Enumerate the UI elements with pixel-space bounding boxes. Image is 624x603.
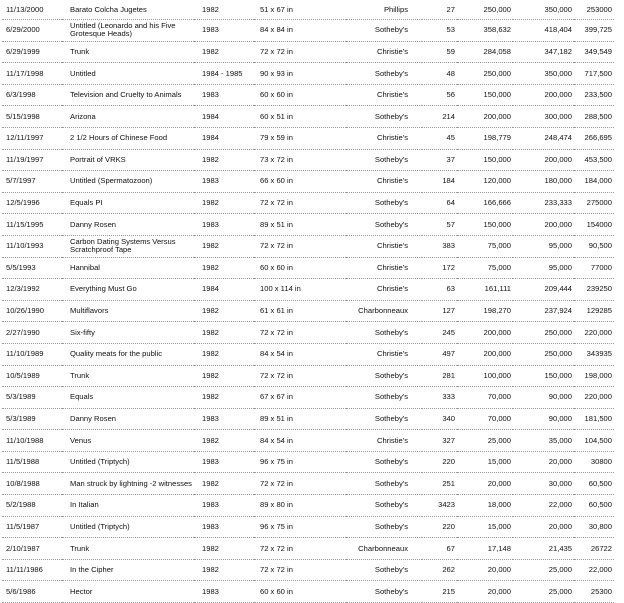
lot-number-cell: 64 [422,192,457,214]
table-row [2,84,614,106]
artwork-year-cell: 1982 [194,149,254,171]
artwork-title-cell: Man struck by lightning -2 witnesses [62,473,194,495]
artwork-year-cell: 1982 [194,559,254,581]
sale-date-cell: 11/17/1998 [2,63,62,85]
table-row [2,20,614,42]
sale-price-cell: 30800 [574,451,614,473]
lot-number-cell: 281 [422,365,457,387]
auction-house-cell: Sotheby's [346,106,422,128]
high-estimate-cell: 300,000 [513,106,574,128]
sale-price-cell: 25300 [574,581,614,603]
low-estimate-cell: 200,000 [457,106,513,128]
sale-price-cell: 154000 [574,214,614,236]
lot-number-cell: 327 [422,430,457,452]
artwork-year-cell: 1982 [194,257,254,279]
low-estimate-cell: 161,111 [457,279,513,301]
high-estimate-cell: 95,000 [513,235,574,257]
sale-date-cell: 11/5/1988 [2,451,62,473]
artwork-year-cell: 1983 [194,516,254,538]
sale-date-cell: 10/5/1989 [2,365,62,387]
sale-date-cell: 6/29/1999 [2,41,62,63]
table-row [2,559,614,581]
sale-date-cell: 11/10/1988 [2,430,62,452]
high-estimate-cell: 418,404 [513,20,574,42]
artwork-title-cell: Portrait of VRKS [62,149,194,171]
artwork-size-cell: 100 x 114 in [254,279,346,301]
artwork-year-cell: 1982 [194,387,254,409]
high-estimate-cell: 35,000 [513,430,574,452]
table-row [2,192,614,214]
artwork-size-cell: 89 x 51 in [254,408,346,430]
artwork-size-cell: 66 x 60 in [254,171,346,193]
artwork-title-cell: Trunk [62,365,194,387]
low-estimate-cell: 198,779 [457,127,513,149]
table-row [2,451,614,473]
artwork-title-cell: In the Cipher [62,559,194,581]
artwork-size-cell: 72 x 72 in [254,559,346,581]
low-estimate-cell: 20,000 [457,581,513,603]
low-estimate-cell: 200,000 [457,343,513,365]
artwork-title-cell: Barato Colcha Jugetes [62,0,194,20]
high-estimate-cell: 20,000 [513,451,574,473]
auction-house-cell: Sotheby's [346,408,422,430]
low-estimate-cell: 70,000 [457,408,513,430]
sale-price-cell: 233,500 [574,84,614,106]
sale-date-cell: 10/8/1988 [2,473,62,495]
sale-date-cell: 11/10/1989 [2,343,62,365]
artwork-size-cell: 79 x 59 in [254,127,346,149]
lot-number-cell: 172 [422,257,457,279]
low-estimate-cell: 25,000 [457,430,513,452]
high-estimate-cell: 150,000 [513,365,574,387]
sale-date-cell: 5/15/1998 [2,106,62,128]
lot-number-cell: 59 [422,41,457,63]
auction-house-cell: Sotheby's [346,214,422,236]
table-row [2,581,614,603]
sale-price-cell: 90,500 [574,235,614,257]
artwork-title-cell: In Italian [62,495,194,517]
table-row [2,387,614,409]
sale-price-cell: 184,000 [574,171,614,193]
auction-house-cell: Sotheby's [346,322,422,344]
artwork-size-cell: 60 x 51 in [254,106,346,128]
high-estimate-cell: 248,474 [513,127,574,149]
artwork-title-cell: Equals PI [62,192,194,214]
high-estimate-cell: 25,000 [513,559,574,581]
artwork-year-cell: 1982 [194,473,254,495]
low-estimate-cell: 18,000 [457,495,513,517]
auction-house-cell: Christie's [346,343,422,365]
artwork-title-cell: Six-fifty [62,322,194,344]
artwork-size-cell: 72 x 72 in [254,235,346,257]
artwork-title-cell: Trunk [62,41,194,63]
artwork-title-cell: Multiflavors [62,300,194,322]
table-row [2,343,614,365]
artwork-title-cell: Untitled (Triptych) [62,516,194,538]
artwork-size-cell: 72 x 72 in [254,41,346,63]
artwork-title-cell: Trunk [62,538,194,560]
high-estimate-cell: 90,000 [513,387,574,409]
lot-number-cell: 48 [422,63,457,85]
low-estimate-cell: 358,632 [457,20,513,42]
artwork-size-cell: 90 x 93 in [254,63,346,85]
artwork-year-cell: 1983 [194,84,254,106]
sale-date-cell: 5/5/1993 [2,257,62,279]
sale-date-cell: 11/5/1987 [2,516,62,538]
low-estimate-cell: 70,000 [457,387,513,409]
sale-price-cell: 453,500 [574,149,614,171]
artwork-size-cell: 67 x 67 in [254,387,346,409]
lot-number-cell: 220 [422,451,457,473]
lot-number-cell: 56 [422,84,457,106]
artwork-year-cell: 1982 [194,322,254,344]
sale-date-cell: 11/10/1993 [2,235,62,257]
auction-house-cell: Christie's [346,171,422,193]
high-estimate-cell: 180,000 [513,171,574,193]
artwork-year-cell: 1983 [194,214,254,236]
lot-number-cell: 262 [422,559,457,581]
sale-date-cell: 11/11/1986 [2,559,62,581]
auction-house-cell: Christie's [346,41,422,63]
artwork-title-cell: 2 1/2 Hours of Chinese Food [62,127,194,149]
sale-price-cell: 343935 [574,343,614,365]
sale-date-cell: 12/5/1996 [2,192,62,214]
low-estimate-cell: 150,000 [457,84,513,106]
artwork-title-cell: Untitled [62,63,194,85]
sale-price-cell: 26722 [574,538,614,560]
artwork-title-cell: Venus [62,430,194,452]
artwork-year-cell: 1982 [194,235,254,257]
sale-date-cell: 11/15/1995 [2,214,62,236]
low-estimate-cell: 284,058 [457,41,513,63]
auction-house-cell: Christie's [346,84,422,106]
low-estimate-cell: 75,000 [457,257,513,279]
artwork-size-cell: 72 x 72 in [254,538,346,560]
high-estimate-cell: 200,000 [513,214,574,236]
lot-number-cell: 63 [422,279,457,301]
lot-number-cell: 383 [422,235,457,257]
lot-number-cell: 215 [422,581,457,603]
low-estimate-cell: 20,000 [457,559,513,581]
high-estimate-cell: 22,000 [513,495,574,517]
artwork-title-cell: Hector [62,581,194,603]
high-estimate-cell: 95,000 [513,257,574,279]
high-estimate-cell: 209,444 [513,279,574,301]
lot-number-cell: 251 [422,473,457,495]
artwork-year-cell: 1982 [194,430,254,452]
high-estimate-cell: 25,000 [513,581,574,603]
sale-price-cell: 399,725 [574,20,614,42]
sale-date-cell: 2/10/1987 [2,538,62,560]
low-estimate-cell: 15,000 [457,516,513,538]
lot-number-cell: 57 [422,214,457,236]
lot-number-cell: 67 [422,538,457,560]
auction-house-cell: Charbonneaux [346,538,422,560]
artwork-year-cell: 1982 [194,0,254,20]
lot-number-cell: 45 [422,127,457,149]
lot-number-cell: 127 [422,300,457,322]
sale-price-cell: 129285 [574,300,614,322]
lot-number-cell: 3423 [422,495,457,517]
high-estimate-cell: 21,435 [513,538,574,560]
auction-house-cell: Sotheby's [346,20,422,42]
sale-price-cell: 288,500 [574,106,614,128]
auction-house-cell: Sotheby's [346,473,422,495]
artwork-year-cell: 1983 [194,495,254,517]
high-estimate-cell: 30,000 [513,473,574,495]
sale-price-cell: 22,000 [574,559,614,581]
auction-house-cell: Sotheby's [346,516,422,538]
high-estimate-cell: 200,000 [513,84,574,106]
high-estimate-cell: 250,000 [513,343,574,365]
sale-date-cell: 5/3/1989 [2,387,62,409]
artwork-size-cell: 72 x 72 in [254,365,346,387]
low-estimate-cell: 20,000 [457,473,513,495]
table-row [2,538,614,560]
sale-price-cell: 60,500 [574,473,614,495]
low-estimate-cell: 250,000 [457,0,513,20]
artwork-title-cell: Television and Cruelty to Animals [62,84,194,106]
sale-date-cell: 6/29/2000 [2,20,62,42]
sale-date-cell: 5/6/1986 [2,581,62,603]
sale-date-cell: 12/3/1992 [2,279,62,301]
sale-date-cell: 11/13/2000 [2,0,62,20]
sale-price-cell: 220,000 [574,387,614,409]
high-estimate-cell: 350,000 [513,0,574,20]
artwork-title-cell: Untitled (Leonardo and his Five Grotesque Heads) [62,20,194,42]
table-row [2,473,614,495]
sale-price-cell: 717,500 [574,63,614,85]
artwork-size-cell: 73 x 72 in [254,149,346,171]
high-estimate-cell: 90,000 [513,408,574,430]
artwork-size-cell: 84 x 54 in [254,343,346,365]
artwork-year-cell: 1982 [194,41,254,63]
high-estimate-cell: 250,000 [513,322,574,344]
artwork-size-cell: 72 x 72 in [254,192,346,214]
lot-number-cell: 27 [422,0,457,20]
sale-price-cell: 253000 [574,0,614,20]
artwork-size-cell: 96 x 75 in [254,451,346,473]
auction-house-cell: Christie's [346,430,422,452]
artwork-size-cell: 89 x 80 in [254,495,346,517]
auction-house-cell: Christie's [346,235,422,257]
auction-house-cell: Christie's [346,127,422,149]
artwork-size-cell: 84 x 84 in [254,20,346,42]
sale-price-cell: 266,695 [574,127,614,149]
lot-number-cell: 37 [422,149,457,171]
high-estimate-cell: 347,182 [513,41,574,63]
artwork-title-cell: Equals [62,387,194,409]
auction-house-cell: Christie's [346,279,422,301]
lot-number-cell: 497 [422,343,457,365]
artwork-title-cell: Hannibal [62,257,194,279]
sale-price-cell: 349,549 [574,41,614,63]
artwork-size-cell: 60 x 60 in [254,257,346,279]
artwork-size-cell: 89 x 51 in [254,214,346,236]
artwork-size-cell: 60 x 60 in [254,84,346,106]
lot-number-cell: 340 [422,408,457,430]
sale-price-cell: 181,500 [574,408,614,430]
low-estimate-cell: 166,666 [457,192,513,214]
sale-date-cell: 10/26/1990 [2,300,62,322]
lot-number-cell: 245 [422,322,457,344]
sale-price-cell: 30,800 [574,516,614,538]
table-row [2,495,614,517]
auction-house-cell: Christie's [346,257,422,279]
auction-sales-table [2,0,614,603]
sale-price-cell: 275000 [574,192,614,214]
artwork-title-cell: Everything Must Go [62,279,194,301]
artwork-title-cell: Danny Rosen [62,214,194,236]
artwork-title-cell: Arizona [62,106,194,128]
table-row [2,430,614,452]
table-row [2,235,614,257]
artwork-size-cell: 72 x 72 in [254,473,346,495]
auction-house-cell: Sotheby's [346,365,422,387]
artwork-size-cell: 96 x 75 in [254,516,346,538]
artwork-title-cell: Quality meats for the public [62,343,194,365]
artwork-size-cell: 60 x 60 in [254,581,346,603]
sale-price-cell: 77000 [574,257,614,279]
high-estimate-cell: 237,924 [513,300,574,322]
sale-date-cell: 5/7/1997 [2,171,62,193]
low-estimate-cell: 250,000 [457,63,513,85]
auction-house-cell: Sotheby's [346,451,422,473]
artwork-year-cell: 1982 [194,300,254,322]
artwork-year-cell: 1982 [194,365,254,387]
table-row [2,408,614,430]
lot-number-cell: 220 [422,516,457,538]
sale-date-cell: 12/11/1997 [2,127,62,149]
artwork-size-cell: 84 x 54 in [254,430,346,452]
table-row [2,322,614,344]
artwork-year-cell: 1983 [194,20,254,42]
table-row [2,171,614,193]
high-estimate-cell: 233,333 [513,192,574,214]
low-estimate-cell: 15,000 [457,451,513,473]
lot-number-cell: 333 [422,387,457,409]
sale-price-cell: 239250 [574,279,614,301]
auction-house-cell: Sotheby's [346,495,422,517]
sale-price-cell: 104,500 [574,430,614,452]
artwork-year-cell: 1982 [194,538,254,560]
auction-house-cell: Sotheby's [346,63,422,85]
artwork-title-cell: Danny Rosen [62,408,194,430]
artwork-year-cell: 1983 [194,581,254,603]
lot-number-cell: 53 [422,20,457,42]
artwork-year-cell: 1982 [194,192,254,214]
artwork-year-cell: 1983 [194,171,254,193]
table-row [2,106,614,128]
artwork-size-cell: 61 x 61 in [254,300,346,322]
auction-house-cell: Sotheby's [346,192,422,214]
auction-house-cell: Phillips [346,0,422,20]
sale-price-cell: 198,000 [574,365,614,387]
auction-house-cell: Sotheby's [346,387,422,409]
low-estimate-cell: 120,000 [457,171,513,193]
lot-number-cell: 214 [422,106,457,128]
sale-price-cell: 220,000 [574,322,614,344]
artwork-title-cell: Untitled (Spermatozoon) [62,171,194,193]
table-row [2,516,614,538]
low-estimate-cell: 150,000 [457,214,513,236]
artwork-year-cell: 1983 [194,451,254,473]
table-row [2,257,614,279]
table-row [2,149,614,171]
sale-date-cell: 5/3/1989 [2,408,62,430]
artwork-title-cell: Carbon Dating Systems Versus Scratchproof Tape [62,235,194,257]
artwork-year-cell: 1982 [194,343,254,365]
table-body [2,0,614,603]
table-row [2,41,614,63]
sale-date-cell: 5/2/1988 [2,495,62,517]
table-row [2,0,614,20]
table-row [2,214,614,236]
high-estimate-cell: 350,000 [513,63,574,85]
sale-date-cell: 2/27/1990 [2,322,62,344]
table-row [2,279,614,301]
table-row [2,127,614,149]
artwork-title-cell: Untitled (Triptych) [62,451,194,473]
low-estimate-cell: 17,148 [457,538,513,560]
sale-price-cell: 60,500 [574,495,614,517]
sale-date-cell: 6/3/1998 [2,84,62,106]
artwork-year-cell: 1984 [194,127,254,149]
high-estimate-cell: 200,000 [513,149,574,171]
artwork-size-cell: 72 x 72 in [254,322,346,344]
sale-date-cell: 11/19/1997 [2,149,62,171]
table-row [2,365,614,387]
auction-house-cell: Sotheby's [346,581,422,603]
artwork-year-cell: 1983 [194,408,254,430]
table-row [2,63,614,85]
artwork-year-cell: 1984 [194,106,254,128]
artwork-size-cell: 51 x 67 in [254,0,346,20]
low-estimate-cell: 150,000 [457,149,513,171]
low-estimate-cell: 100,000 [457,365,513,387]
auction-house-cell: Sotheby's [346,149,422,171]
high-estimate-cell: 20,000 [513,516,574,538]
auction-house-cell: Charbonneaux [346,300,422,322]
artwork-year-cell: 1984 - 1985 [194,63,254,85]
artwork-year-cell: 1984 [194,279,254,301]
auction-house-cell: Sotheby's [346,559,422,581]
lot-number-cell: 184 [422,171,457,193]
low-estimate-cell: 75,000 [457,235,513,257]
low-estimate-cell: 200,000 [457,322,513,344]
table-row [2,300,614,322]
low-estimate-cell: 198,270 [457,300,513,322]
